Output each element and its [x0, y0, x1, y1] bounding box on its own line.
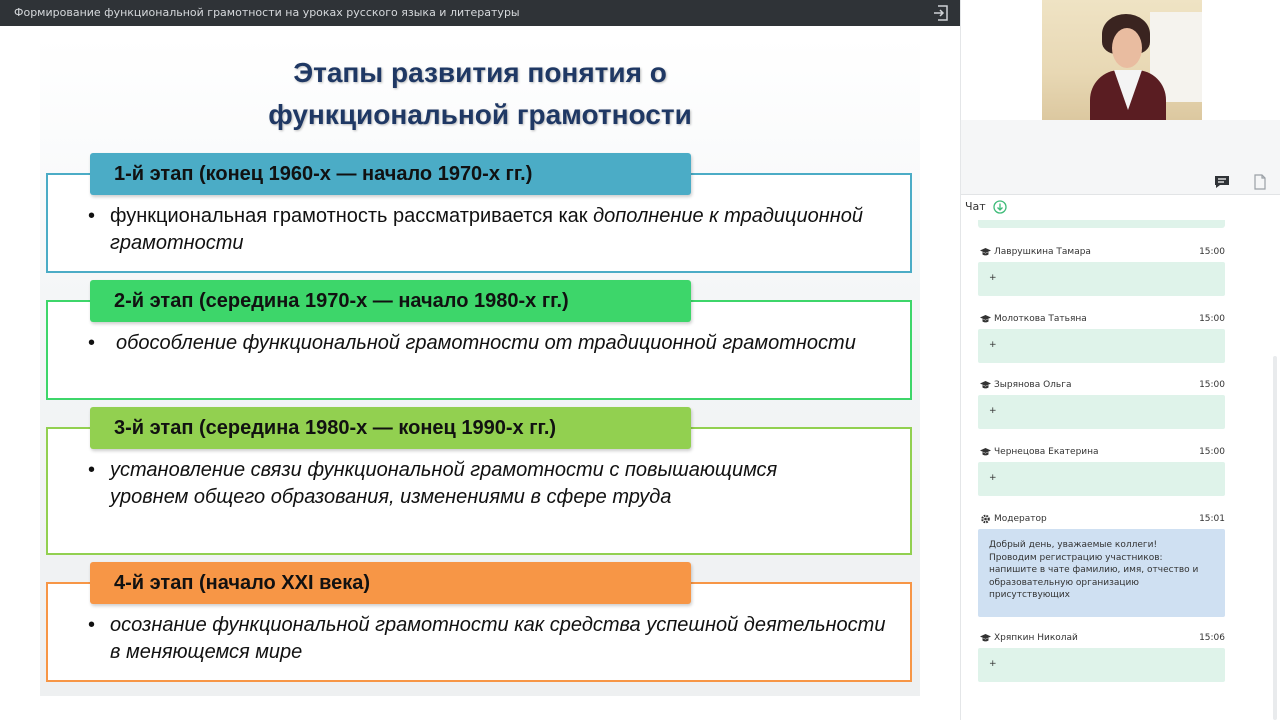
- message-author: Модератор: [994, 514, 1047, 524]
- stage-4-text: • осознание функциональной грамотности как средства успешной деятельности в меняющемся мире: [88, 614, 886, 663]
- message-time: 15:00: [1199, 314, 1225, 324]
- chat-scrollbar[interactable]: [1273, 356, 1277, 720]
- stage-1-text: • функциональная грамотность рассматривается как дополнение к традиционной грамотности: [88, 205, 863, 254]
- message-time: 15:00: [1199, 380, 1225, 390]
- download-circle-icon[interactable]: [993, 200, 1007, 214]
- graduation-cap-icon: [980, 314, 991, 324]
- bullet: •: [88, 459, 96, 481]
- message-time: 15:00: [1199, 447, 1225, 457]
- stage-1-heading: 1-й этап (конец 1960-х — начало 1970-х гг.): [90, 153, 691, 195]
- message-bubble: +: [978, 395, 1225, 429]
- message-time: 15:01: [1199, 514, 1225, 524]
- panel-tabs: [961, 168, 1280, 195]
- bullet: •: [88, 614, 96, 636]
- message-line: образовательную организацию: [989, 577, 1139, 588]
- slide-title: [40, 52, 920, 136]
- message-bubble: +: [978, 329, 1225, 363]
- message-time: 15:06: [1199, 633, 1225, 643]
- message-bubble: +: [978, 462, 1225, 496]
- stage-3-text: • установление связи функциональной грамотности с повышающимся уровнем общего образования, изменениями в сфере труда: [88, 459, 778, 508]
- speaker-face: [1112, 28, 1142, 68]
- message-author: Зырянова Ольга: [994, 380, 1072, 390]
- presentation-area: [0, 26, 960, 720]
- panel-spacer: [961, 120, 1280, 168]
- slide-title-line-2: функциональной грамотности: [268, 99, 692, 130]
- window-title-bar: [0, 0, 960, 26]
- message-line: напишите в чате фамилию, имя, отчество и: [989, 565, 1199, 575]
- stage-3-heading: 3-й этап (середина 1980-х — конец 1990-х гг.): [90, 407, 691, 449]
- message-author: Хряпкин Николай: [994, 633, 1078, 643]
- message-line: Добрый день, уважаемые коллеги!: [989, 540, 1158, 550]
- message-author: Чернецова Екатерина: [994, 447, 1099, 457]
- stage-2-text: • обособление функциональной грамотности от традиционной грамотности: [110, 330, 890, 357]
- exit-icon[interactable]: [932, 4, 950, 22]
- message-bubble: +: [978, 648, 1225, 682]
- message-author: Лаврушкина Тамара: [994, 247, 1091, 257]
- document-icon[interactable]: [1251, 173, 1269, 191]
- bullet: •: [88, 205, 96, 227]
- stage-4-heading: 4-й этап (начало XXI века): [90, 562, 691, 604]
- message-line: Проводим регистрацию участников:: [989, 552, 1163, 563]
- bullet: •: [88, 332, 96, 354]
- message-bubble: [978, 529, 1225, 617]
- previous-message-stub: [978, 220, 1225, 228]
- graduation-cap-icon: [980, 380, 991, 390]
- chat-bubble-icon[interactable]: [1213, 173, 1231, 191]
- message-author: Молоткова Татьяна: [994, 314, 1087, 324]
- chat-label: Чат: [965, 200, 986, 213]
- chat-messages: [961, 218, 1280, 720]
- chat-header: [965, 200, 1007, 214]
- slide-title-line-1: Этапы развития понятия о: [293, 57, 667, 88]
- webcam-video: [1042, 0, 1202, 120]
- message-time: 15:00: [1199, 247, 1225, 257]
- graduation-cap-icon: [980, 247, 991, 257]
- graduation-cap-icon: [980, 447, 991, 457]
- gear-icon: [980, 514, 991, 524]
- stage-2-heading: 2-й этап (середина 1970-х — начало 1980-х гг.): [90, 280, 691, 322]
- graduation-cap-icon: [980, 633, 991, 643]
- message-bubble: +: [978, 262, 1225, 296]
- message-line: присутствующих: [989, 590, 1071, 600]
- side-panel: [960, 0, 1280, 720]
- slide: [40, 36, 920, 696]
- window-title: Формирование функциональной грамотности на уроках русского языка и литературы: [14, 6, 520, 19]
